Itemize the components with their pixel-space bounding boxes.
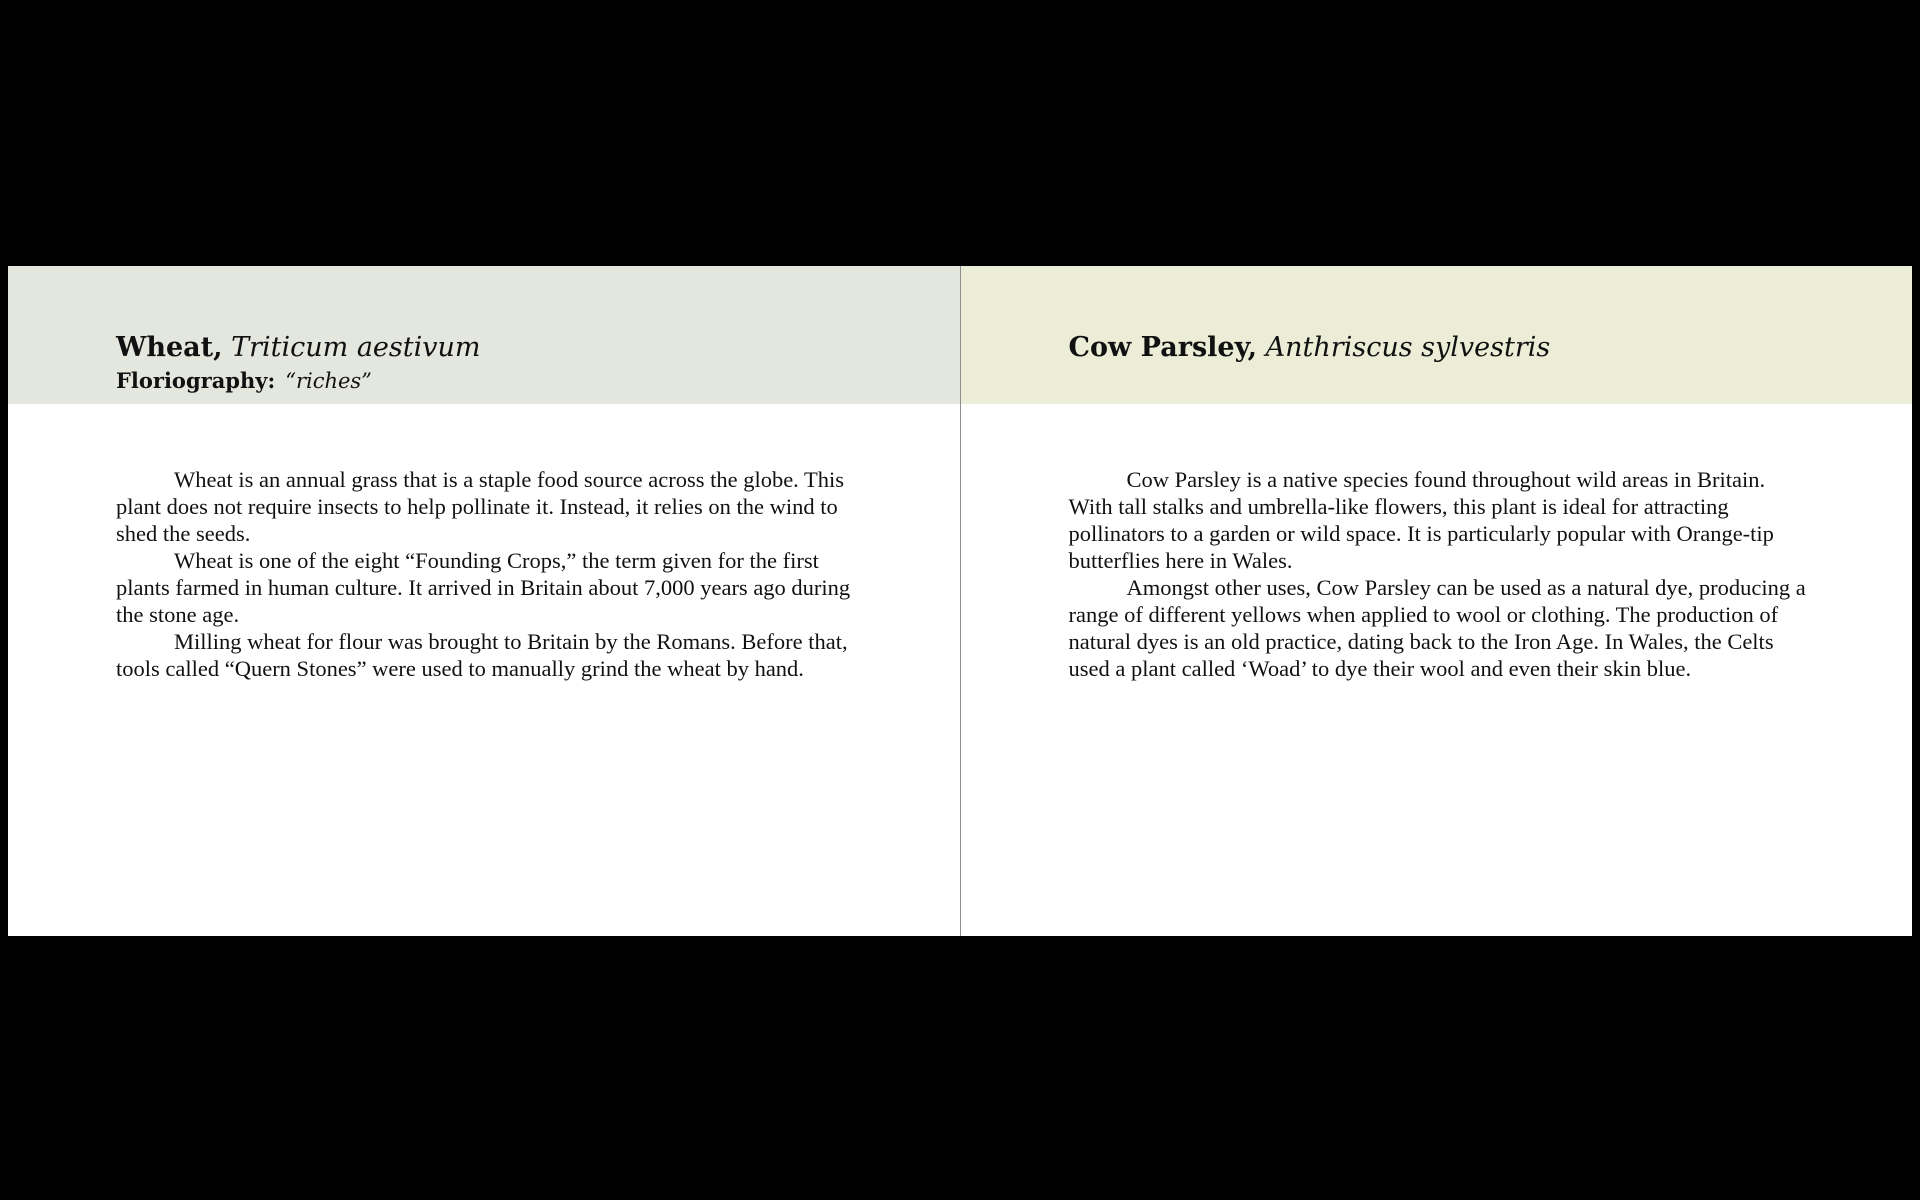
left-paragraph-3: Milling wheat for flour was brought to Britain by the Romans. Before that, tools called “Quern Stones” were used to manually grind the wheat by hand.: [116, 629, 848, 681]
left-page-title: [116, 332, 481, 363]
right-page-body: [1069, 466, 1809, 682]
right-latin-name: Anthriscus sylvestris: [1265, 332, 1551, 363]
right-common-name: Cow Parsley,: [1068, 332, 1258, 363]
right-paragraph-1: Cow Parsley is a native species found throughout wild areas in Britain. With tall stalks and umbrella-like flowers, this plant is ideal for attracting pollinators to a garden or wild space. It is particularly popular with Orange-tip butterflies here in Wales.: [1068, 467, 1774, 573]
right-paragraph-2: Amongst other uses, Cow Parsley can be used as a natural dye, producing a range of different yellows when applied to wool or clothing. The production of natural dyes is an old practice, dating back to the Iron Age. In Wales, the Celts used a plant called ‘Woad’ to dye their wool and even their skin blue.: [1068, 575, 1806, 681]
left-paragraph-1: Wheat is an annual grass that is a staple food source across the globe. This plant does not require insects to help pollinate it. Instead, it relies on the wind to shed the seeds.: [116, 467, 845, 546]
floriography-meaning: “riches”: [285, 369, 372, 393]
floriography-label: Floriography:: [116, 368, 276, 393]
left-page-header: [8, 266, 960, 404]
left-common-name: Wheat,: [116, 332, 223, 363]
page-spread: [8, 266, 1912, 936]
left-floriography: [116, 368, 372, 393]
left-page: [8, 266, 961, 936]
right-page-title: [1069, 332, 1551, 363]
right-page: [961, 266, 1913, 936]
left-page-body: [116, 466, 856, 682]
right-page-header: [961, 266, 1913, 404]
left-latin-name: Triticum aestivum: [231, 332, 481, 363]
left-paragraph-2: Wheat is one of the eight “Founding Crops,” the term given for the first plants farmed in human culture. It arrived in Britain about 7,000 years ago during the stone age.: [116, 548, 851, 627]
